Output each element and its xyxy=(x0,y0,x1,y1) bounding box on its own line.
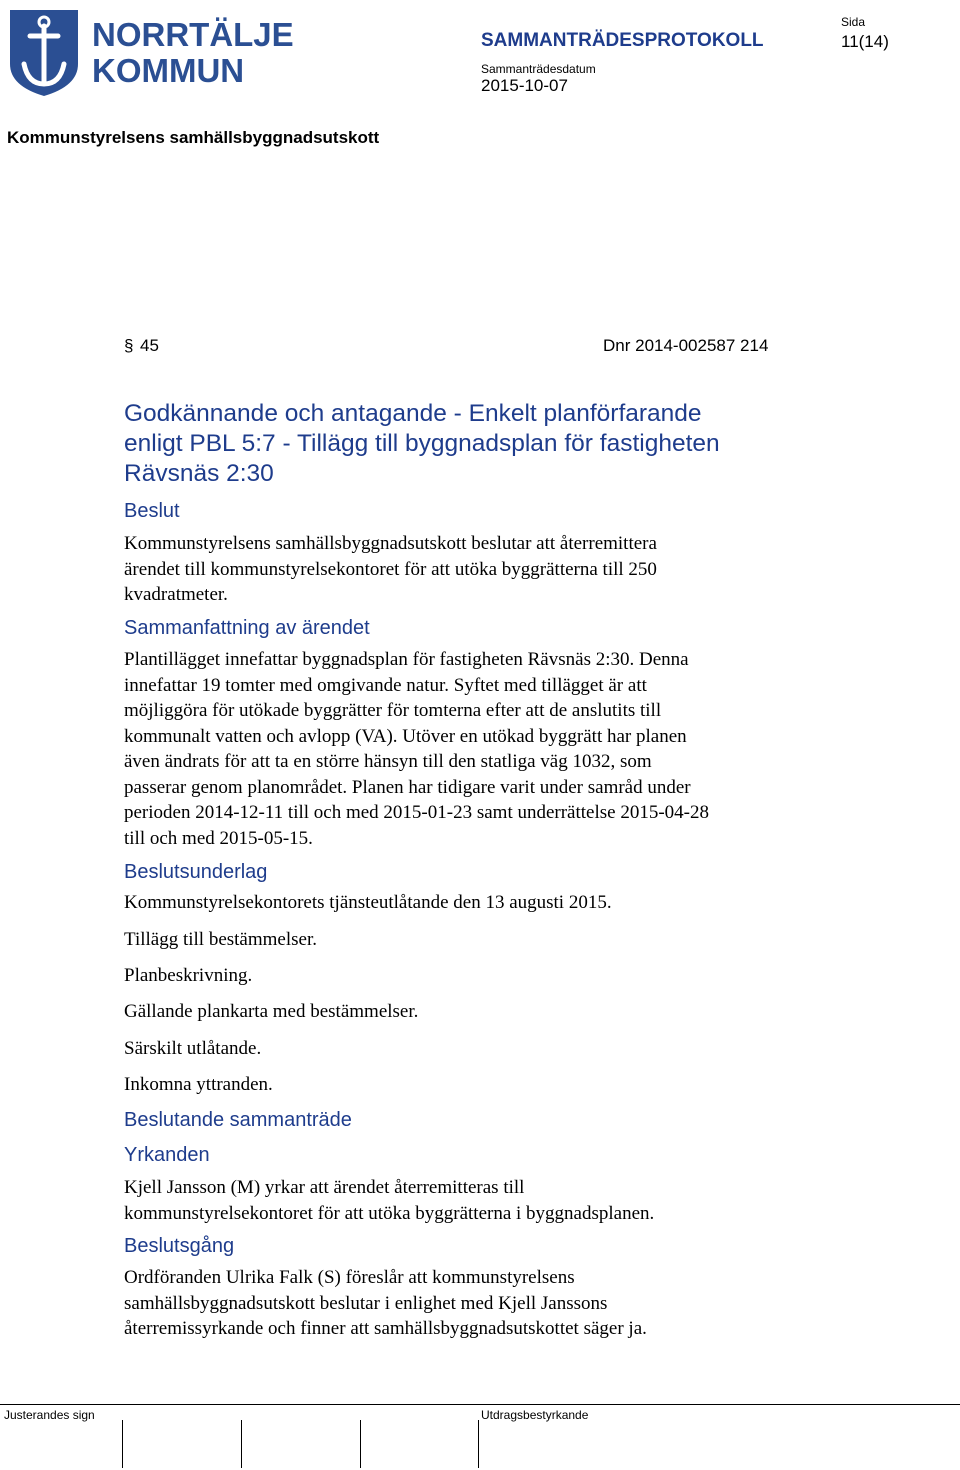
signature-label: Justerandes sign xyxy=(4,1408,95,1422)
deciding-meeting-heading: Beslutande sammanträde xyxy=(124,1109,352,1131)
meeting-date-label: Sammanträdesdatum xyxy=(481,62,596,76)
text-line: innefattar 19 tomter med omgivande natur. Syftet med tillägget är att xyxy=(124,674,647,696)
text-line: kommunalt vatten och avlopp (VA). Utöver en utökad byggrätt har planen xyxy=(124,725,687,747)
decision-procedure-heading: Beslutsgång xyxy=(124,1235,235,1257)
basis-item: Planbeskrivning. xyxy=(124,965,253,986)
motions-heading: Yrkanden xyxy=(124,1144,210,1166)
section-symbol: § xyxy=(124,336,134,355)
signature-box-divider xyxy=(122,1420,123,1468)
text-line: möjliggöra för utökade byggrätter för tomterna efter att de anslutits till xyxy=(124,700,662,721)
footer-divider xyxy=(0,1404,960,1405)
meeting-date: 2015-10-07 xyxy=(481,76,568,95)
text-line: Kjell Jansson (M) yrkar att ärendet återremitteras till xyxy=(124,1177,525,1198)
signature-box-divider xyxy=(241,1420,242,1468)
motions-text xyxy=(124,1175,844,1226)
svg-text:KOMMUN: KOMMUN xyxy=(92,52,245,89)
text-line: Plantillägget innefattar byggnadsplan för fastigheten Rävsnäs 2:30. Denna xyxy=(124,649,689,670)
municipality-logo xyxy=(6,6,294,98)
basis-item: Tillägg till bestämmelser. xyxy=(124,929,317,950)
summary-heading: Sammanfattning av ärendet xyxy=(124,617,370,639)
diary-number: Dnr 2014-002587 214 xyxy=(603,336,769,355)
page-label: Sida xyxy=(841,15,866,29)
text-line: till och med 2015-05-15. xyxy=(124,827,313,849)
beslut-text xyxy=(124,531,844,608)
text-line: återremissyrkande och finner att samhällsbyggnadsutskottet säger ja. xyxy=(124,1318,647,1339)
title-line: enligt PBL 5:7 - Tillägg till byggnadsplan för fastigheten xyxy=(124,430,720,457)
page-number: 11(14) xyxy=(841,32,889,51)
basis-item: Inkomna yttranden. xyxy=(124,1074,273,1095)
decision-procedure-text xyxy=(124,1265,844,1342)
beslut-heading: Beslut xyxy=(124,500,180,522)
basis-item: Särskilt utlåtande. xyxy=(124,1038,262,1059)
title-line: Rävsnäs 2:30 xyxy=(124,460,274,487)
text-line: kommunstyrelsekontoret för att utöka byggrätterna i byggnadsplanen. xyxy=(124,1202,655,1224)
item-title xyxy=(124,399,844,489)
basis-heading: Beslutsunderlag xyxy=(124,861,268,883)
title-line: Godkännande och antagande - Enkelt planförfarande xyxy=(124,400,702,427)
text-line: kvadratmeter. xyxy=(124,584,228,605)
basis-item: Gällande plankarta med bestämmelser. xyxy=(124,1001,419,1022)
text-line: även ändrats för att ta en större hänsyn till den statliga väg 1032, som xyxy=(124,751,652,772)
text-line: Kommunstyrelsens samhällsbyggnadsutskott beslutar att återremittera xyxy=(124,533,657,554)
document-type: SAMMANTRÄDESPROTOKOLL xyxy=(481,30,764,51)
svg-text:NORRTÄLJE: NORRTÄLJE xyxy=(92,16,294,53)
item-number: 45 xyxy=(140,336,159,355)
text-line: Ordföranden Ulrika Falk (S) föreslår att kommunstyrelsens xyxy=(124,1267,575,1288)
committee-name: Kommunstyrelsens samhällsbyggnadsutskott xyxy=(7,128,380,147)
text-line: samhällsbyggnadsutskott beslutar i enlighet med Kjell Janssons xyxy=(124,1292,608,1314)
text-line: passerar genom planområdet. Planen har tidigare varit under samråd under xyxy=(124,776,691,798)
signature-box-divider xyxy=(478,1420,479,1468)
text-line: ärendet till kommunstyrelsekontoret för att utöka byggrätterna till 250 xyxy=(124,558,657,580)
summary-text xyxy=(124,647,844,851)
text-line: perioden 2014-12-11 till och med 2015-01-23 samt underrättelse 2015-04-28 xyxy=(124,802,709,823)
basis-item: Kommunstyrelsekontorets tjänsteutlåtande den 13 augusti 2015. xyxy=(124,892,612,913)
extract-certification-label: Utdragsbestyrkande xyxy=(481,1408,589,1422)
signature-box-divider xyxy=(360,1420,361,1468)
